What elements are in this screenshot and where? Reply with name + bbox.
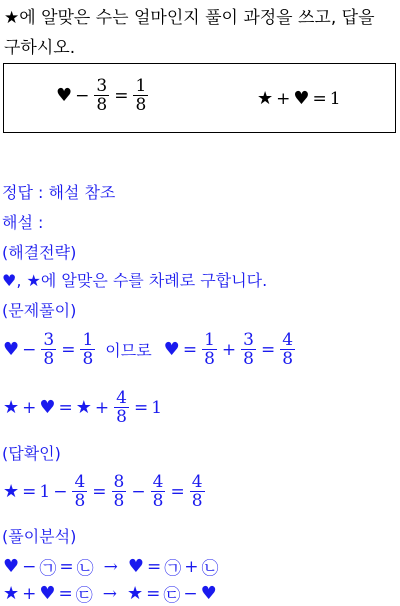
box-equation-1 [56, 77, 150, 114]
star-icon: ★ [127, 583, 144, 604]
fraction-1-8: $\frac{1}{8}$ [135, 76, 147, 115]
strategy-text: ♥, ★에 알맞은 수를 차례로 구합니다. [2, 271, 268, 290]
star-icon: ★ [257, 88, 274, 109]
heart-icon: ♥ [293, 88, 310, 109]
check-title: (답확인) [2, 444, 61, 463]
question-line-2: 구하시오. [4, 38, 76, 58]
strategy-title: (해결전략) [2, 243, 77, 262]
heart-icon: ♥ [163, 339, 180, 360]
star-icon: ★ [3, 481, 20, 502]
heart-icon: ♥ [56, 85, 73, 106]
question-line-1: ★에 알맞은 수는 얼마인지 풀이 과정을 쓰고, 답을 [4, 8, 375, 28]
box-equation-2: ★ + ♥ = 1 [257, 88, 341, 109]
heart-icon: ♥ [127, 556, 145, 577]
heart-icon: ♥ [200, 583, 217, 604]
analysis-step-1: ♥ − ㉠ = ㉡ → ♥ = ㉠ + ㉡ [3, 556, 219, 579]
solution-step-1: ♥ − $\frac{3}{8}$ = $\frac{1}{8}$ 이므로 ♥ = $\frac{1}{8}$ + $\frac{3}{8}$ = $\frac{4}{8}$ [3, 330, 294, 369]
heart-icon: ♥ [39, 583, 56, 604]
fraction-3-8: $\frac{3}{8}$ [96, 76, 108, 115]
solution-step-2: ★ + ♥ = ★ + $\frac{4}{8}$ = 1 [3, 388, 163, 427]
solution-title: (문제풀이) [2, 301, 77, 320]
heart-icon: ♥ [3, 339, 20, 360]
check-step: ★ = 1 − $\frac{4}{8}$ = $\frac{8}{8}$ − $\frac{4}{8}$ = $\frac{4}{8}$ [3, 472, 203, 511]
analysis-title: (풀이분석) [2, 527, 77, 546]
explanation-label: 해설 : [2, 213, 44, 232]
star-icon: ★ [3, 583, 20, 604]
heart-icon: ♥ [39, 397, 56, 418]
star-icon: ★ [3, 397, 20, 418]
answer-label: 정답 : 해설 참조 [2, 183, 116, 202]
star-icon: ★ [75, 397, 92, 418]
equals-sign: = [114, 85, 129, 106]
minus-sign: − [75, 85, 90, 106]
analysis-step-2: ★ + ♥ = ㉢ → ★ = ㉢ − ♥ [3, 583, 217, 606]
problem-box [3, 63, 396, 133]
heart-icon: ♥ [3, 556, 20, 577]
